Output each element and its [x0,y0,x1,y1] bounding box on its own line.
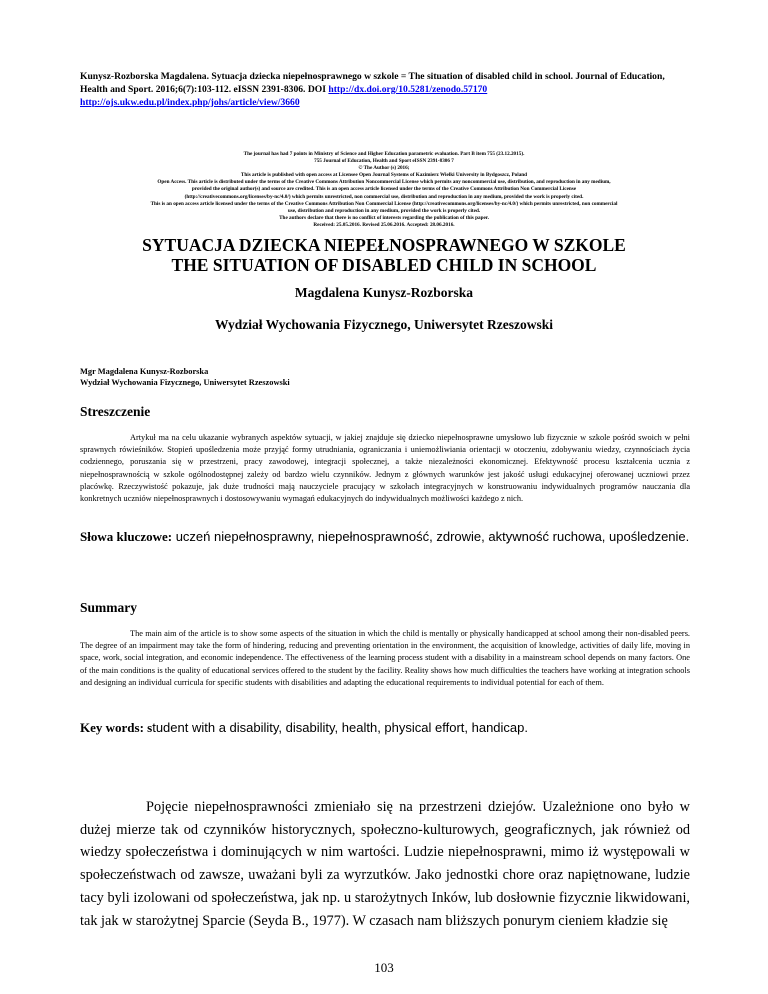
notice-line: (http://creativecommons.org/licenses/by-nc/4.0/) which permits unrestricted, non commercial use, distribution and reproduction in any medium, provided the work is properly cited. [184,193,584,200]
notice-line: Received: 25.05.2016. Revised 25.06.2016. Accepted: 28.06.2016. [313,221,455,228]
notice-line: Open Access. This article is distributed under the terms of the Creative Commons Attribution Noncommercial License which permits any noncommercial use, distribution, and reproduction in any medium, [157,179,611,186]
notice-line: use, distribution and reproduction in any medium, provided the work is properly cited. [287,207,481,214]
affiliation: Wydział Wychowania Fizycznego, Uniwersytet Rzeszowski [214,317,554,332]
keywords-text: tudent with a disability, disability, health, physical effort, handicap. [152,720,528,735]
keywords-label: Słowa kluczowe: [80,529,173,544]
citation-block [80,70,690,109]
page-number: 103 [374,960,394,975]
article-title [60,235,708,275]
keywords-polish [80,527,690,546]
abstract-english: The main aim of the article is to show some aspects of the situation in which the child is mentally or physically handicapped at school among their non-disabled peers. The degree of an impairment may take the form of hindering, reducing and preventing orientation in the environment, the acquisition of knowledge, activities of daily life, moving in space, work, social integration, and economic independence. The effectiveness of the learning process student with a disability in a mainstream school depends on many factors. One of the main conditions is the quality of educational services offered to the student by the facility. Reality shows how much difficulties the teachers have working at integration schools and designing an individual curricula for specific students with disabilities and adapting the educational requirements to individual potential for each of them. [80,629,690,687]
notice-line: 755 Journal of Education, Health and Sport eISSN 2391-8306 7 [314,158,454,165]
abstract-polish: Artykuł ma na celu ukazanie wybranych aspektów sytuacji, w jakiej znajduje się dziecko niepełnosprawne umysłowo lub fizycznie w szkole pośród swoich w pełni sprawnych rówieśników. Stopień upośledzenia może przyjąć formy utrudniania, ograniczania i uniemożliwiania orientacji w otoczeniu, zdobywaniu wiedzy, czynnościach życia codziennego, poruszania się w przestrzeni, pracy zawodowej, integracji społecznej, a także niezależności ekonomicznej. Efektywność procesu kształcenia ucznia z niepełnosprawnością w szkole ogólnodostępnej zależy od bardzo wielu czynników. Jednym z głównych warunków jest jakość usługi edukacyjnej oferowanej uczniowi przez placówkę. Rzeczywistość pokazuje, jak duże trudności mają nauczyciele pracujący w szkołach integracyjnych w konstruowaniu indywidualnych programów nauczania dla konkretnych uczniów niepełnosprawnych i dostosowywaniu wymagań edukacyjnych do indywidualnych możliwości każdego z nich. [80,433,690,504]
author-department: Wydział Wychowania Fizycznego, Uniwersytet Rzeszowski [80,378,290,387]
license-notice [40,151,728,229]
author-name: Magdalena Kunysz-Rozborska [294,285,474,300]
citation-text: Kunysz-Rozborska Magdalena. Sytuacja dziecka niepełnosprawnego w szkole = The situation of disabled child in school. Journal of Education, Health and Sport. 2016;6(7):103-112. eISSN 2391-8306. DOI [80,71,665,95]
author-affiliation-block [80,366,690,388]
title-polish: SYTUACJA DZIECKA NIEPEŁNOSPRAWNEGO W SZKOLE [142,235,626,255]
doi-link[interactable]: http://dx.doi.org/10.5281/zenodo.57170 [328,84,488,95]
notice-line: This is an open access article licensed under the terms of the Creative Commons Attribution Non Commercial License (http://creativecommons.org/licenses/by-nc/4.0/) which permits unrestricted, non commercial [150,200,618,207]
keywords-label: Key words: s [80,720,153,735]
notice-line: © The Author (s) 2016; [358,165,410,172]
article-url-link[interactable]: http://ojs.ukw.edu.pl/index.php/johs/article/view/3660 [80,97,300,108]
streszczenie-heading: Streszczenie [80,404,151,419]
notice-line: The authors declare that there is no conflict of interests regarding the publication of this paper. [279,214,489,221]
author-degree-name: Mgr Magdalena Kunysz-Rozborska [80,367,209,376]
summary-heading: Summary [80,600,137,615]
notice-line: The journal has had 7 points in Ministry of Science and Higher Education parametric evaluation. Part B item 755 (23.12.2015). [243,151,525,157]
keywords-english [80,718,690,737]
title-english: THE SITUATION OF DISABLED CHILD IN SCHOOL [171,255,597,275]
notice-line: This article is published with open access at Licensee Open Journal Systems of Kazimierz Wielki University in Bydgoszcz, Poland [240,172,528,179]
notice-line: provided the original author(s) and source are credited. This is an open access article licensed under the terms of the Creative Commons Attribution Non Commercial License [191,186,577,193]
keywords-text: uczeń niepełnosprawny, niepełnosprawność, zdrowie, aktywność ruchowa, upośledzenie. [172,529,690,544]
body-paragraph: Pojęcie niepełnosprawności zmieniało się na przestrzeni dziejów. Uzależnione ono było w dużej mierze tak od czynników historycznych, społeczno-kulturowych, geograficznych, jak również od wiedzy społeczeństwa i dominujących w nim wartości. Ludzie niepełnosprawni, mimo iż występowali w społeczeństwach od zawsze, uważani byli za wyrzutków. Jako jednostki chore oraz napiętnowane, ludzie tacy byli izolowani od społeczeństwa, jak np. u starożytnych Inków, lub dosłownie fizycznie likwidowani, tak jak w starożytnej Sparcie (Seyda B., 1977). W czasach nam bliższych ponurym cieniem kładzie się [80,799,690,929]
